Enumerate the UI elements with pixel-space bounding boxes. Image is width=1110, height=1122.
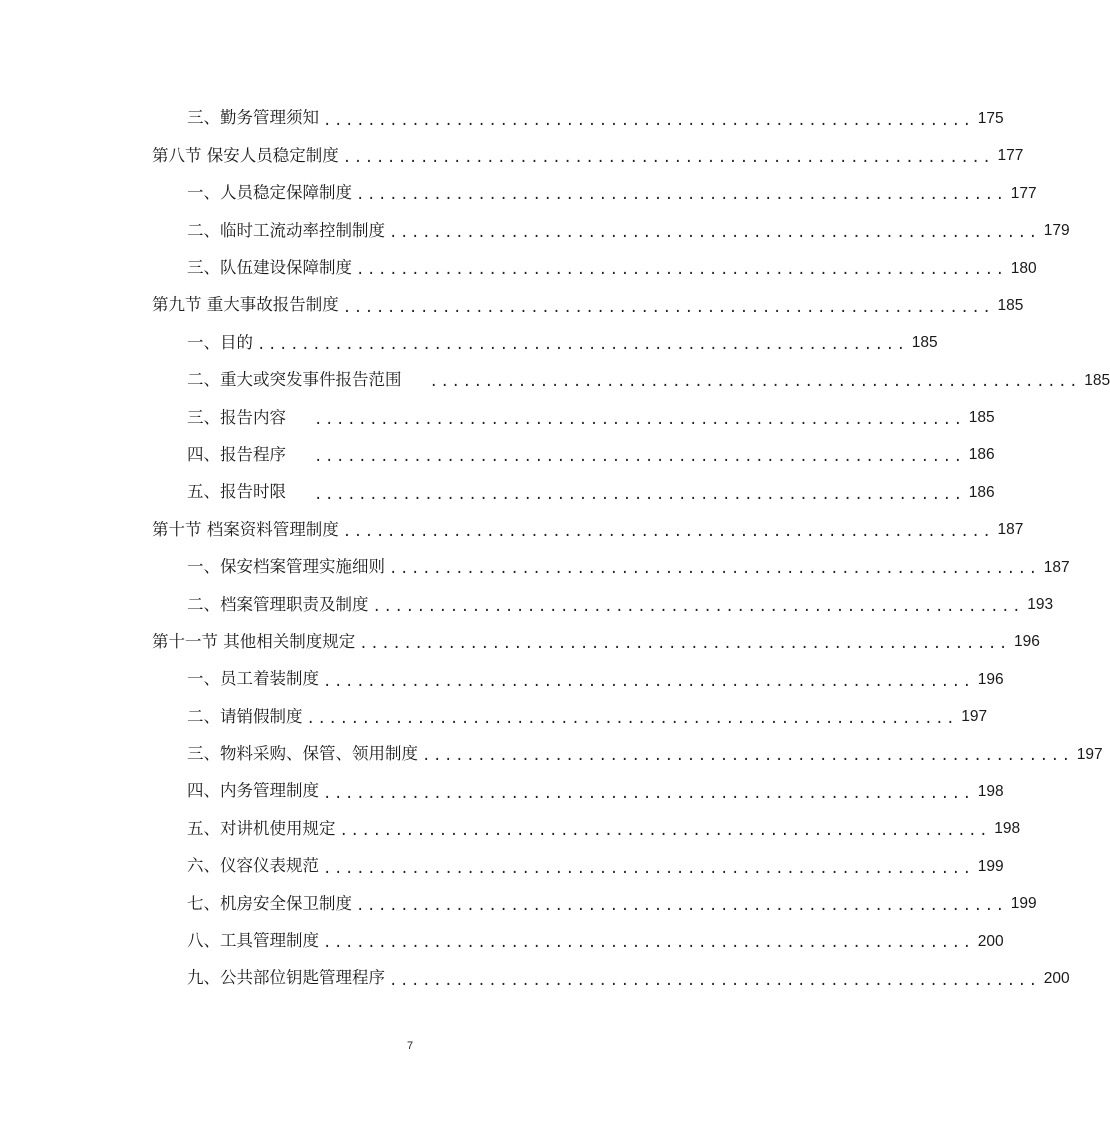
toc-leader-dots: ........................................................... <box>323 935 974 952</box>
toc-entry-page: 187 <box>997 521 1024 539</box>
toc-entry-title: 一、保安档案管理实施细则 <box>187 557 385 577</box>
toc-entry-page: 177 <box>997 147 1024 165</box>
toc-entry-page: 197 <box>1076 745 1103 763</box>
toc-entry-title: 九、公共部位钥匙管理程序 <box>187 968 385 988</box>
toc-entry-page: 198 <box>994 820 1021 838</box>
toc-entry-page: 185 <box>1084 371 1110 389</box>
toc-entry-title: 三、队伍建设保障制度 <box>187 258 352 277</box>
toc-leader-dots: ........................................................... <box>323 785 974 802</box>
toc-entry[interactable] <box>0 100 1004 137</box>
toc-leader-dots: ........................................................... <box>314 449 965 466</box>
toc-entry-page: 197 <box>961 708 988 726</box>
toc-section-entry[interactable] <box>0 511 1024 548</box>
toc-entry-title: 二、请销假制度 <box>187 706 303 726</box>
toc-entry-page: 200 <box>977 932 1004 950</box>
toc-leader-dots: ........................................................... <box>356 187 1007 204</box>
toc-entry-page: 185 <box>911 334 938 352</box>
toc-entry-page: 196 <box>977 670 1004 688</box>
toc-entry-title: 二、档案管理职责及制度 <box>187 594 369 614</box>
toc-entry[interactable] <box>0 773 1004 810</box>
toc-leader-dots: ........................................................... <box>339 823 991 840</box>
toc-entry-title: 三、勤务管理须知 <box>187 108 319 128</box>
toc-entry-title: 四、报告程序 <box>187 444 286 464</box>
toc-leader-dots: ........................................................... <box>342 299 994 316</box>
toc-leader-dots: ........................................................... <box>422 748 1073 765</box>
toc-entry-title: 四、内务管理制度 <box>187 781 319 801</box>
toc-entry[interactable] <box>0 960 1070 997</box>
toc-entry[interactable] <box>0 661 1004 698</box>
toc-leader-dots: ........................................................... <box>314 411 965 428</box>
toc-entry[interactable] <box>0 362 1110 399</box>
toc-entry[interactable] <box>0 324 938 361</box>
toc-entry-page: 187 <box>1043 558 1070 576</box>
toc-entry-title: 二、重大或突发事件报告范围 <box>187 370 402 390</box>
table-of-contents <box>0 100 1110 997</box>
toc-entry[interactable] <box>0 736 1103 773</box>
toc-section-entry[interactable] <box>0 623 1040 660</box>
toc-entry-page: 200 <box>1043 969 1070 987</box>
toc-entry-page: 186 <box>968 483 995 501</box>
toc-leader-dots: ........................................................... <box>372 598 1024 615</box>
toc-entry[interactable] <box>0 175 1037 212</box>
page-number: 7 <box>406 1040 414 1052</box>
toc-leader-dots: ........................................................... <box>314 486 965 503</box>
toc-entry[interactable] <box>0 848 1004 885</box>
toc-leader-dots: ........................................................... <box>323 112 974 129</box>
toc-entry-page: 199 <box>977 857 1004 875</box>
toc-entry-title: 第十一节 其他相关制度规定 <box>152 631 356 651</box>
toc-entry[interactable] <box>0 885 1037 922</box>
toc-entry-page: 198 <box>977 782 1004 800</box>
toc-entry-title: 第十节 档案资料管理制度 <box>152 519 339 539</box>
toc-entry-title: 一、员工着装制度 <box>187 669 319 689</box>
toc-entry[interactable] <box>0 399 995 436</box>
toc-section-entry[interactable] <box>0 287 1024 324</box>
toc-entry-page: 199 <box>1010 895 1037 913</box>
toc-leader-dots: ........................................................... <box>356 262 1007 279</box>
toc-entry-page: 180 <box>1010 259 1037 277</box>
toc-entry-title: 八、工具管理制度 <box>187 931 319 951</box>
toc-entry[interactable] <box>0 437 995 474</box>
toc-entry-page: 185 <box>997 296 1024 314</box>
toc-entry[interactable] <box>0 250 1037 287</box>
toc-leader-dots: ........................................................... <box>389 972 1040 989</box>
toc-entry-title: 一、人员稳定保障制度 <box>187 183 352 203</box>
toc-entry-page: 179 <box>1043 222 1070 240</box>
toc-entry-title: 六、仪容仪表规范 <box>187 856 319 876</box>
toc-entry-page: 177 <box>1010 184 1037 202</box>
toc-leader-dots: ........................................................... <box>306 710 958 727</box>
toc-leader-dots: ........................................................... <box>342 523 994 540</box>
toc-entry-title: 第八节 保安人员稳定制度 <box>152 145 339 165</box>
toc-entry-page: 186 <box>968 446 995 464</box>
toc-leader-dots: ........................................................... <box>359 636 1010 653</box>
toc-entry[interactable] <box>0 549 1070 586</box>
toc-leader-dots: ........................................................... <box>356 897 1007 914</box>
toc-leader-dots: ........................................................... <box>429 374 1081 391</box>
toc-entry[interactable] <box>0 586 1054 623</box>
toc-entry[interactable] <box>0 810 1021 847</box>
toc-entry-title: 五、报告时限 <box>187 482 286 502</box>
toc-entry[interactable] <box>0 212 1070 249</box>
toc-entry-title: 三、物料采购、保管、领用制度 <box>187 744 418 764</box>
toc-entry-page: 193 <box>1027 596 1054 614</box>
toc-leader-dots: ........................................................... <box>323 673 974 690</box>
toc-leader-dots: ........................................................... <box>389 224 1040 241</box>
toc-section-entry[interactable] <box>0 137 1024 174</box>
toc-entry[interactable] <box>0 698 988 735</box>
toc-leader-dots: ........................................................... <box>323 860 974 877</box>
toc-entry-page: 185 <box>968 409 995 427</box>
toc-entry-title: 二、临时工流动率控制制度 <box>187 220 385 240</box>
toc-entry-title: 第九节 重大事故报告制度 <box>152 295 339 315</box>
toc-entry[interactable] <box>0 923 1004 960</box>
toc-leader-dots: ........................................................... <box>389 561 1040 578</box>
toc-entry[interactable] <box>0 474 995 511</box>
toc-entry-title: 七、机房安全保卫制度 <box>187 893 352 913</box>
toc-entry-page: 175 <box>977 109 1004 127</box>
toc-entry-page: 196 <box>1013 633 1040 651</box>
toc-leader-dots: ........................................................... <box>257 337 908 354</box>
toc-leader-dots: ........................................................... <box>342 150 994 167</box>
toc-entry-title: 一、目的 <box>187 332 253 352</box>
toc-entry-title: 五、对讲机使用规定 <box>187 818 336 838</box>
toc-entry-title: 三、报告内容 <box>187 407 286 427</box>
